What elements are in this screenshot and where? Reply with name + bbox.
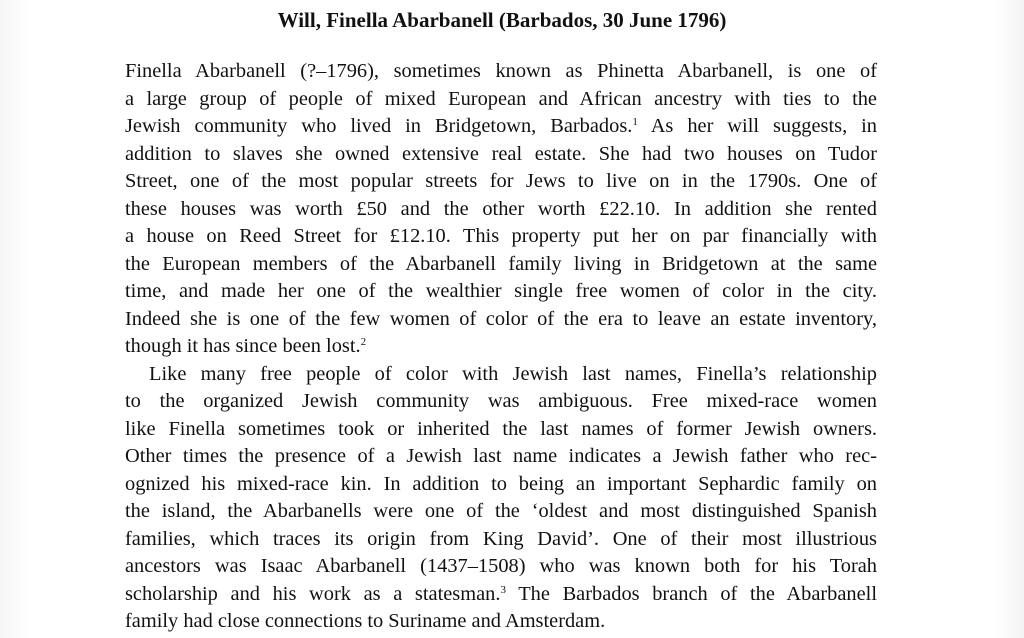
text-segment: scholarship and his work as a statesman.	[125, 582, 501, 605]
body-text	[125, 58, 877, 636]
text-line	[125, 333, 877, 361]
text-line: to the organized Jewish community was ambiguous. Free mixed-race women	[125, 390, 877, 412]
text-segment: The Barbados branch of the Abarbanell	[518, 582, 877, 605]
text-line: these houses was worth £50 and the other worth £22.10. In addition she rented	[125, 197, 877, 220]
text-segment: though it has since been lost.	[125, 335, 361, 357]
text-line	[125, 581, 877, 609]
text-line: families, which traces its origin from King David’. One of their most illustrious	[125, 527, 877, 550]
text-line: addition to slaves she owned extensive real estate. She had two houses on Tudor	[125, 142, 877, 165]
text-line: Street, one of the most popular streets for Jews to live on in the 1790s. One of	[125, 170, 877, 192]
text-line	[125, 113, 877, 141]
text-line: like Finella sometimes took or inherited the last names of former Jewish owners.	[125, 417, 877, 440]
text-line: time, and made her one of the wealthier single free women of color in the city.	[125, 280, 877, 302]
text-segment: Jewish community who lived in Bridgetown, Barbados.	[125, 115, 633, 137]
text-line: the island, the Abarbanells were one of the ‘oldest and most distinguished Spanish	[125, 500, 877, 522]
text-line: a house on Reed Street for £12.10. This property put her on par financially with	[125, 225, 877, 247]
text-line: the European members of the Abarbanell family living in Bridgetown at the same	[125, 252, 877, 275]
text-line: Indeed she is one of the few women of color of the era to leave an estate inventory,	[125, 307, 877, 330]
footnote-marker-1[interactable]: 1	[632, 116, 638, 128]
text-line: Finella Abarbanell (?–1796), sometimes known as Phinetta Abarbanell, is one of	[125, 60, 877, 82]
text-line: Like many free people of color with Jewish last names, Finella’s relationship	[149, 362, 877, 385]
paragraph-1	[125, 58, 877, 361]
text-line: family had close connections to Suriname and Amsterdam.	[125, 610, 606, 632]
footnote-marker-2[interactable]: 2	[360, 336, 367, 348]
document-title: Will, Finella Abarbanell (Barbados, 30 June 1796)	[277, 8, 727, 32]
text-line: ognized his mixed-race kin. In addition to being an important Sephardic family on	[125, 472, 877, 495]
footnote-marker-3[interactable]: 3	[500, 583, 506, 596]
text-segment: As her will suggests, in	[650, 115, 878, 137]
text-line: a large group of people of mixed European and African ancestry with ties to the	[125, 87, 877, 110]
text-line: ancestors was Isaac Abarbanell (1437–1508) who was known both for his Torah	[125, 555, 877, 577]
text-line: Other times the presence of a Jewish last name indicates a Jewish father who rec-	[125, 445, 877, 467]
paragraph-2	[125, 361, 877, 636]
